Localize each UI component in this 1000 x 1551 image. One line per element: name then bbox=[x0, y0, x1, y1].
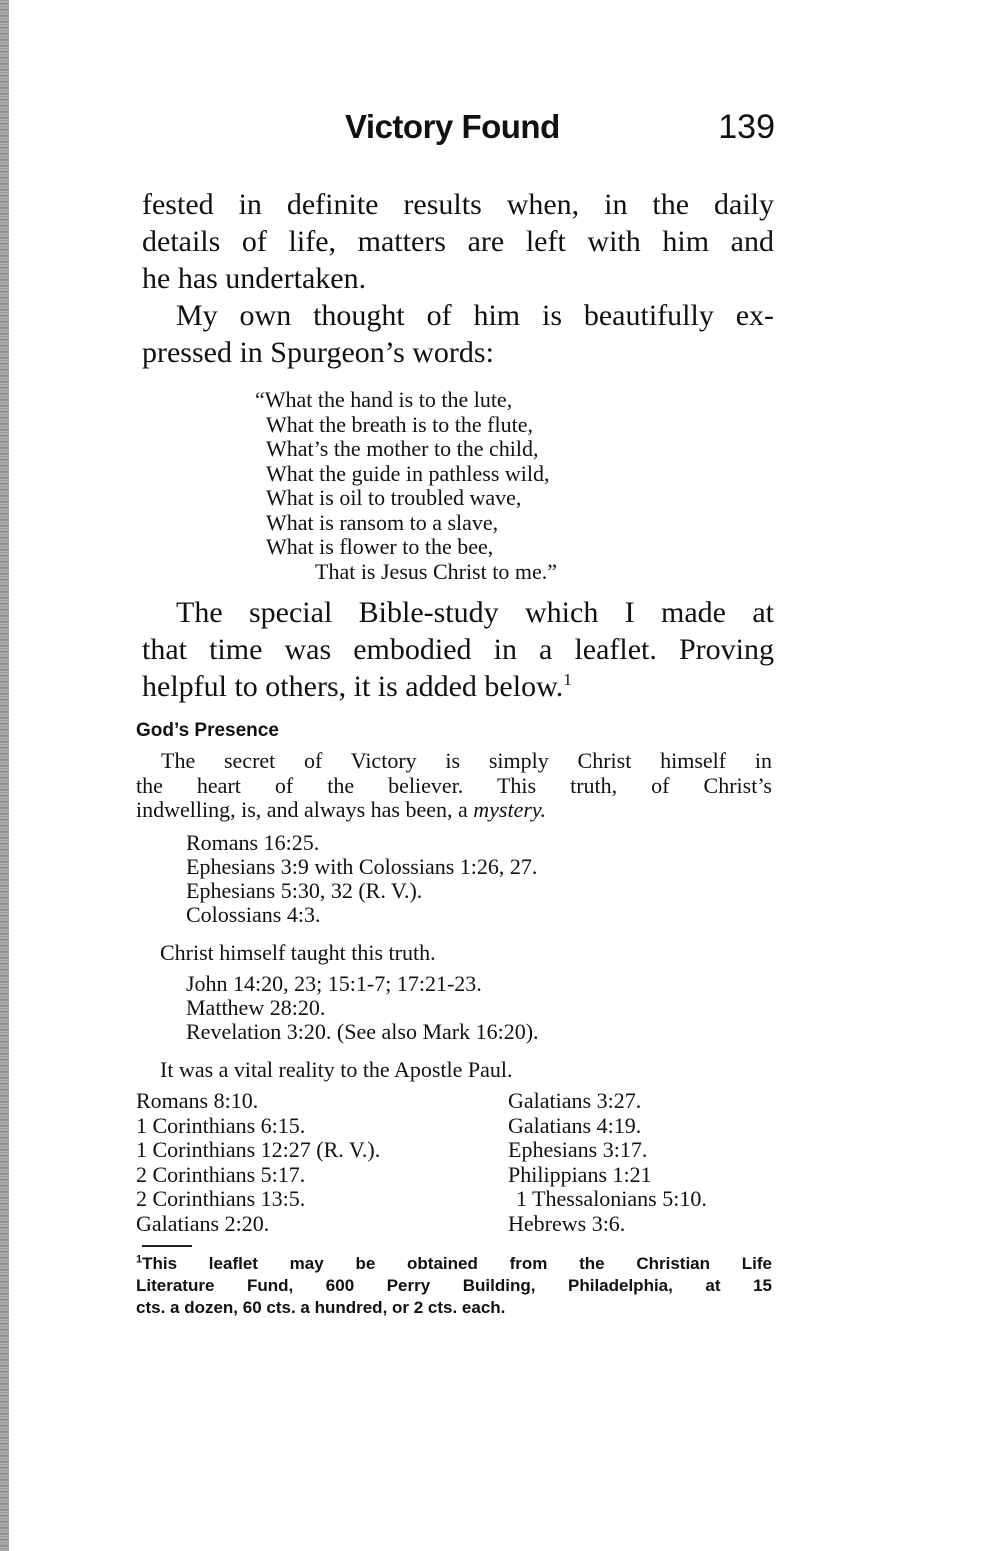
poem-quotation bbox=[255, 388, 557, 584]
scripture-reference: Ephesians 3:17. bbox=[508, 1137, 648, 1162]
footnote-line: Literature Fund, 600 Perry Building, Philadelphia, at 15 bbox=[136, 1276, 772, 1295]
scripture-reference: 2 Corinthians 5:17. bbox=[136, 1161, 306, 1187]
reference-column-right bbox=[508, 1089, 707, 1236]
text-line-content: helpful to others, it is added below. bbox=[142, 670, 564, 703]
reference-column-left bbox=[136, 1089, 380, 1236]
text-line: My own thought of him is beautifully ex- bbox=[176, 299, 774, 332]
scripture-reference: Ephesians 5:30, 32 (R. V.). bbox=[186, 878, 423, 903]
scripture-reference: Philippians 1:21 bbox=[508, 1161, 652, 1187]
poem-line: What the breath is to the flute, bbox=[266, 411, 533, 437]
emphasized-word: mystery. bbox=[473, 797, 546, 822]
text-line: the heart of the believer. This truth, of Christ’s bbox=[136, 772, 772, 798]
paragraph-bible-study bbox=[142, 594, 774, 705]
poem-line: What is oil to troubled wave, bbox=[266, 485, 522, 510]
section-intro bbox=[136, 749, 772, 823]
poem-line: What the guide in pathless wild, bbox=[266, 460, 550, 486]
scripture-reference: Matthew 28:20. bbox=[186, 995, 326, 1020]
text-line: pressed in Spurgeon’s words: bbox=[142, 336, 494, 369]
footnote-line bbox=[136, 1253, 772, 1275]
scripture-reference: Ephesians 3:9 with Colossians 1:26, 27. bbox=[186, 854, 538, 879]
text-line bbox=[136, 798, 772, 823]
poem-line: What’s the mother to the child, bbox=[266, 436, 539, 461]
scripture-reference: John 14:20, 23; 15:1-7; 17:21-23. bbox=[186, 971, 482, 996]
text-line-content: indwelling, is, and always has been, a bbox=[136, 797, 468, 822]
scripture-reference: Romans 16:25. bbox=[186, 830, 320, 855]
scripture-reference: Galatians 2:20. bbox=[136, 1210, 270, 1236]
text-line: details of life, matters are left with him and bbox=[142, 225, 774, 258]
lead-line-christ-taught: Christ himself taught this truth. bbox=[160, 940, 436, 965]
paragraph-continued bbox=[142, 186, 774, 297]
lead-line-apostle-paul: It was a vital reality to the Apostle Paul. bbox=[160, 1057, 513, 1082]
scripture-reference: Galatians 3:27. bbox=[508, 1088, 642, 1113]
scripture-reference: Hebrews 3:6. bbox=[508, 1210, 626, 1236]
poem-line: That is Jesus Christ to me.” bbox=[315, 558, 557, 584]
text-line: fested in definite results when, in the daily bbox=[142, 188, 774, 221]
footnote-line-content: This leaflet may be obtained from the Christian Life bbox=[142, 1254, 772, 1273]
text-line bbox=[142, 668, 774, 705]
scripture-reference: 2 Corinthians 13:5. bbox=[136, 1186, 306, 1211]
scripture-reference: Colossians 4:3. bbox=[186, 902, 321, 927]
scripture-reference: Revelation 3:20. (See also Mark 16:20). bbox=[186, 1019, 539, 1044]
footnote-line: cts. a dozen, 60 cts. a hundred, or 2 cts. each. bbox=[136, 1298, 506, 1317]
footnote bbox=[136, 1253, 772, 1319]
footnote-marker: 1 bbox=[136, 1253, 143, 1266]
text-line: that time was embodied in a leaflet. Proving bbox=[142, 633, 774, 666]
scripture-reference: 1 Thessalonians 5:10. bbox=[516, 1186, 707, 1211]
poem-line: “What the hand is to the lute, bbox=[255, 387, 513, 412]
footnote-divider bbox=[142, 1245, 192, 1247]
scripture-reference: 1 Corinthians 6:15. bbox=[136, 1112, 306, 1138]
running-title: Victory Found bbox=[345, 108, 560, 145]
text-line: The secret of Victory is simply Christ himself in bbox=[161, 748, 772, 773]
page-number: 139 bbox=[718, 108, 775, 146]
scripture-reference: 1 Corinthians 12:27 (R. V.). bbox=[136, 1137, 381, 1162]
scripture-reference: Romans 8:10. bbox=[136, 1088, 259, 1113]
paragraph-spurgeon-intro bbox=[142, 297, 774, 371]
scripture-reference: Galatians 4:19. bbox=[508, 1112, 642, 1138]
reference-list-mystery bbox=[186, 831, 537, 927]
text-line: he has undertaken. bbox=[142, 262, 367, 295]
footnote-reference: 1 bbox=[563, 670, 572, 689]
poem-line: What is ransom to a slave, bbox=[266, 509, 499, 535]
section-heading: God’s Presence bbox=[136, 720, 279, 741]
poem-line: What is flower to the bee, bbox=[266, 534, 494, 559]
reference-list-christ bbox=[186, 972, 539, 1044]
text-line: The special Bible-study which I made at bbox=[176, 596, 774, 629]
